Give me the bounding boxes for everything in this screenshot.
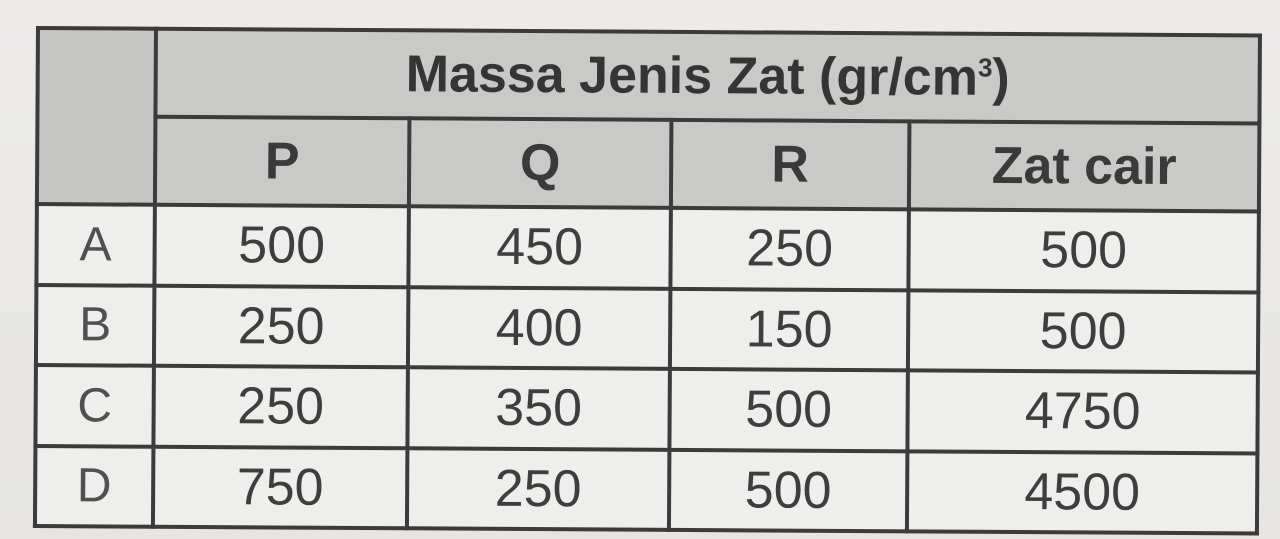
table-cell: 4500 bbox=[907, 451, 1258, 534]
title-exponent: 3 bbox=[977, 52, 993, 83]
row-label-b: B bbox=[36, 285, 154, 366]
table-cell: 250 bbox=[154, 285, 408, 367]
row-label-d: D bbox=[35, 446, 153, 527]
table-cell: 500 bbox=[908, 209, 1259, 292]
table-cell: 400 bbox=[408, 287, 670, 369]
density-table bbox=[33, 26, 1262, 535]
table-cell: 500 bbox=[669, 369, 907, 451]
table-cell: 500 bbox=[669, 449, 907, 531]
table-row bbox=[35, 446, 1258, 534]
corner-cell bbox=[37, 28, 156, 205]
column-header-q: Q bbox=[409, 118, 672, 208]
table-cell: 4750 bbox=[907, 370, 1258, 453]
row-label-c: C bbox=[35, 365, 153, 446]
row-label-a: A bbox=[36, 204, 154, 285]
table-cell: 250 bbox=[670, 208, 908, 290]
table-title bbox=[155, 29, 1260, 124]
table-container bbox=[33, 26, 1258, 535]
table-cell: 450 bbox=[408, 206, 670, 288]
column-header-p: P bbox=[155, 117, 410, 207]
table-row bbox=[35, 365, 1258, 453]
table-cell: 350 bbox=[407, 367, 669, 449]
table-cell: 500 bbox=[154, 205, 408, 287]
table-cell: 750 bbox=[153, 446, 407, 528]
column-header-row bbox=[37, 116, 1260, 211]
table-cell: 250 bbox=[407, 448, 669, 530]
table-cell: 500 bbox=[908, 290, 1259, 373]
table-cell: 150 bbox=[670, 288, 908, 370]
column-header-r: R bbox=[671, 120, 910, 209]
table-cell: 250 bbox=[153, 366, 407, 448]
table-row bbox=[36, 285, 1259, 373]
table-row bbox=[36, 204, 1259, 292]
title-prefix: Massa Jenis Zat (gr/cm bbox=[405, 45, 979, 107]
title-row bbox=[37, 28, 1260, 123]
title-suffix: ) bbox=[992, 48, 1010, 107]
column-header-zat-cair: Zat cair bbox=[909, 121, 1260, 211]
